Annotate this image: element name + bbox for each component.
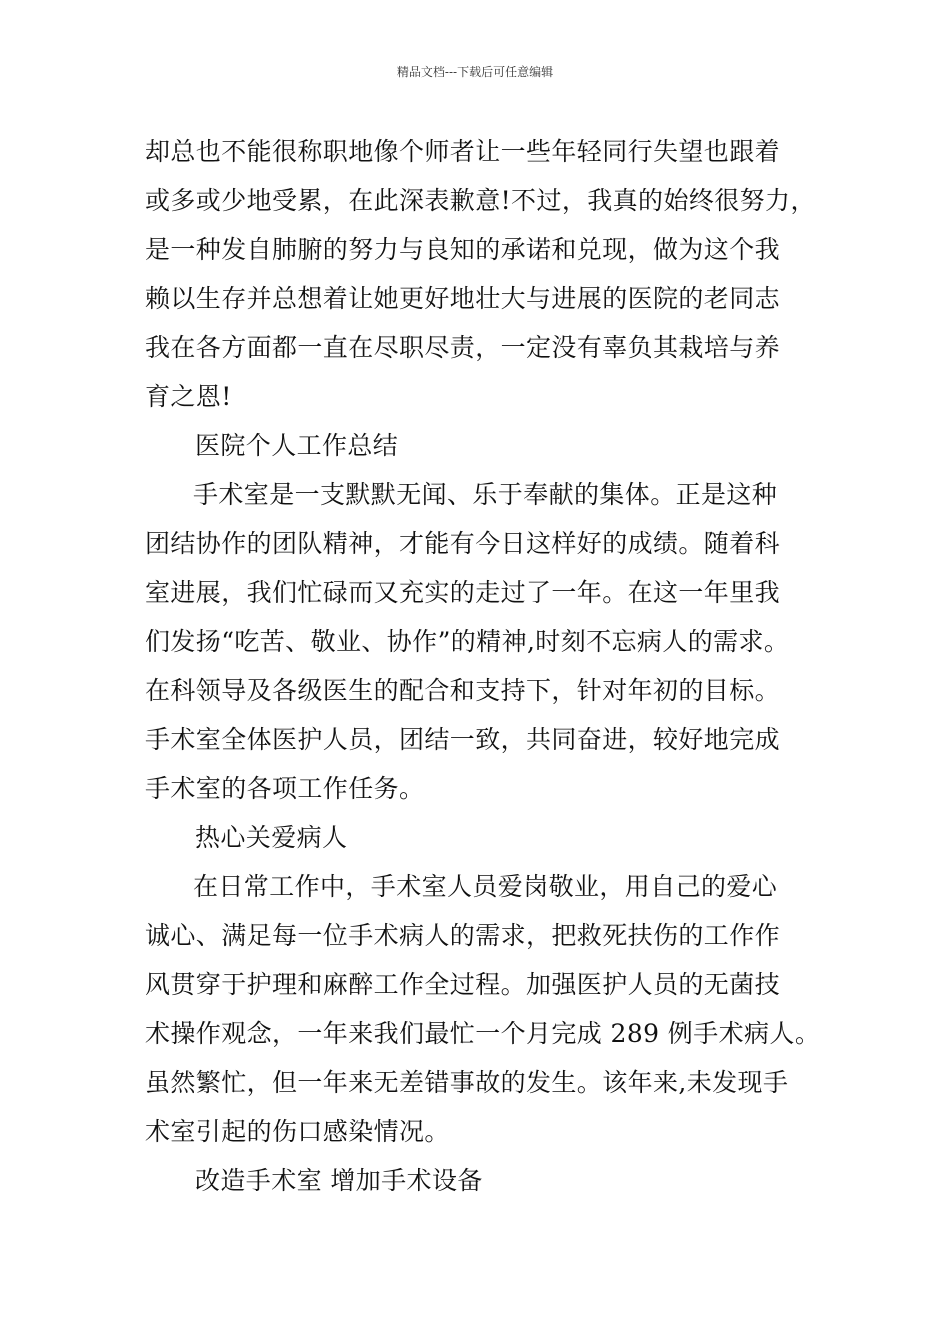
section-heading: 医院个人工作总结 — [195, 431, 399, 460]
section-heading: 改造手术室 增加手术设备 — [195, 1166, 483, 1195]
body-line: 育之恩! — [145, 382, 232, 411]
body-line: 在科领导及各级医生的配合和支持下，针对年初的目标。 — [145, 676, 781, 705]
body-line: 室进展，我们忙碌而又充实的走过了一年。在这一年里我 — [145, 578, 781, 607]
body-line: 却总也不能很称职地像个师者让一些年轻同行失望也跟着 — [145, 137, 781, 166]
body-line: 虽然繁忙，但一年来无差错事故的发生。该年来,未发现手 — [145, 1068, 789, 1097]
body-line: 手术室的各项工作任务。 — [145, 774, 425, 803]
body-line: 们发扬“吃苦、敬业、协作”的精神,时刻不忘病人的需求。 — [145, 627, 790, 656]
body-line: 赖以生存并总想着让她更好地壮大与进展的医院的老同志 — [145, 284, 781, 313]
paragraph-first-line: 在日常工作中，手术室人员爱岗敬业，用自己的爱心 — [193, 872, 778, 901]
body-line: 术操作观念，一年来我们最忙一个月完成 289 例手术病人。 — [145, 1019, 821, 1048]
page-header: 精品文档---下载后可任意编辑 — [396, 65, 554, 79]
body-line: 或多或少地受累，在此深表歉意!不过，我真的始终很努力， — [145, 186, 816, 215]
body-line: 团结协作的团队精神，才能有今日这样好的成绩。随着科 — [145, 529, 781, 558]
paragraph-first-line: 手术室是一支默默无闻、乐于奉献的集体。正是这种 — [193, 480, 778, 509]
body-line: 手术室全体医护人员，团结一致，共同奋进，较好地完成 — [145, 725, 781, 754]
section-heading: 热心关爱病人 — [195, 823, 348, 852]
body-line: 诚心、满足每一位手术病人的需求，把救死扶伤的工作作 — [145, 921, 781, 950]
document-body — [145, 127, 830, 1205]
body-line: 风贯穿于护理和麻醉工作全过程。加强医护人员的无菌技 — [145, 970, 781, 999]
body-line: 术室引起的伤口感染情况。 — [145, 1117, 450, 1146]
body-line: 我在各方面都一直在尽职尽责，一定没有辜负其栽培与养 — [145, 333, 781, 362]
body-line: 是一种发自肺腑的努力与良知的承诺和兑现，做为这个我 — [145, 235, 781, 264]
